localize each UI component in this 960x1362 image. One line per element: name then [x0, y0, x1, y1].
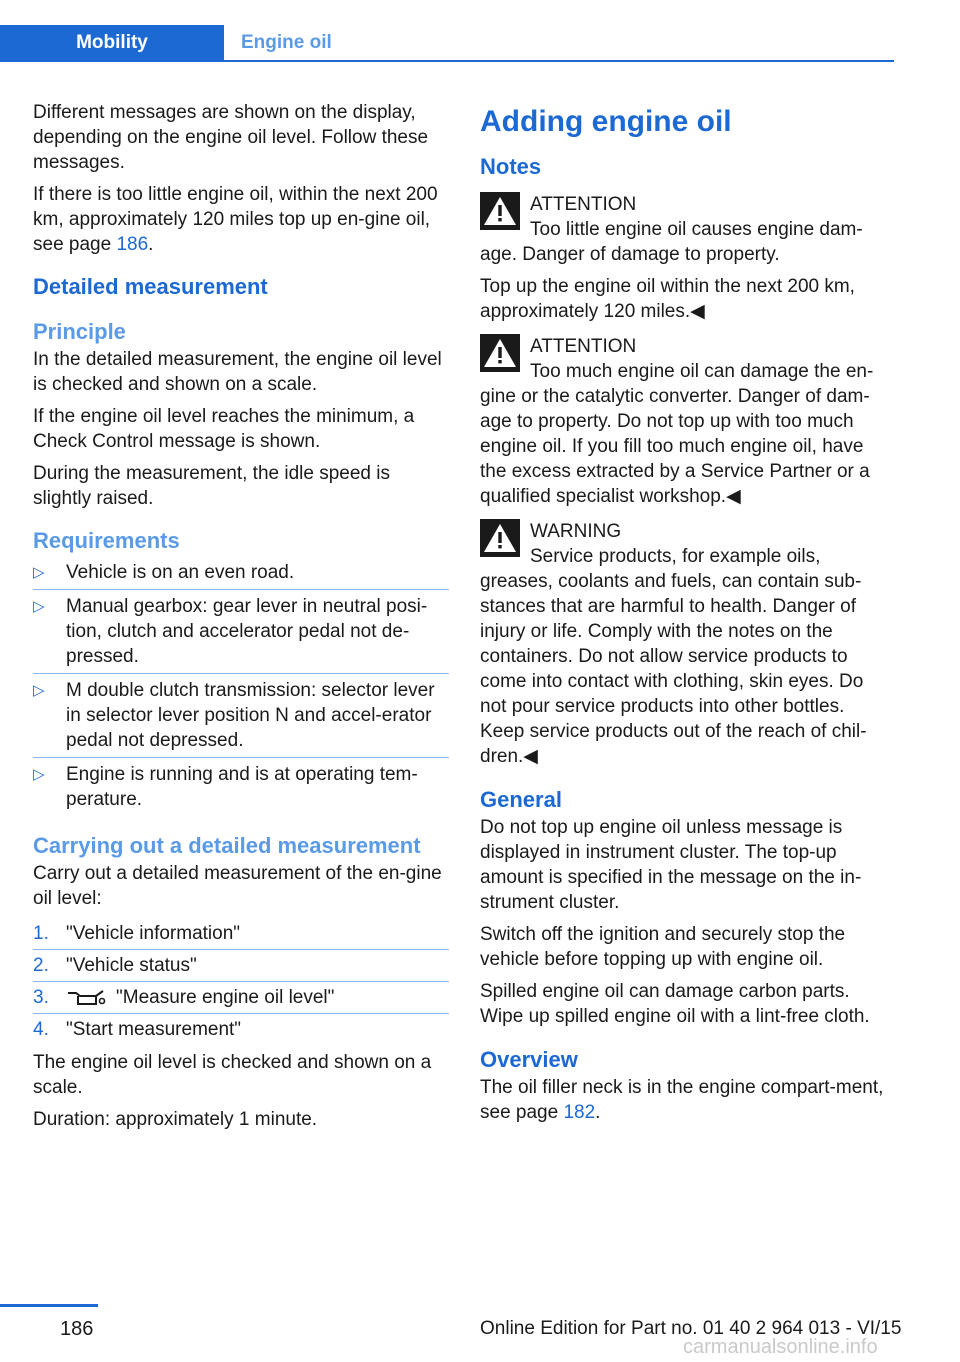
overview-text: The oil filler neck is in the engine compart‐ment, see page: [480, 1077, 884, 1123]
warning-title: WARNING: [530, 521, 622, 542]
warning-title: ATTENTION: [530, 194, 637, 215]
page-link-186[interactable]: 186: [116, 234, 149, 255]
steps-list: [33, 918, 449, 1045]
step-number: 3.: [33, 987, 49, 1008]
principle-paragraph-3: During the measurement, the idle speed is slightly raised.: [33, 463, 390, 509]
too-little-end: .: [148, 234, 154, 255]
heading-requirements: Requirements: [33, 528, 180, 553]
watermark: carmanualsonline.info: [683, 1336, 878, 1358]
warning-text: age. Danger of damage to property.: [480, 244, 780, 265]
warning-first-line: Service products, for example oils,: [530, 546, 821, 567]
general-paragraph-3: Spilled engine oil can damage carbon parts. Wipe up spilled engine oil with a lint-free cloth.: [480, 981, 870, 1027]
too-little-text: If there is too little engine oil, within the next 200 km, approximately 120 miles top up en‐gine oil, see page: [33, 184, 438, 255]
general-paragraph-2: Switch off the ignition and securely stop the vehicle before topping up with engine oil.: [480, 924, 846, 970]
requirements-list: [33, 556, 449, 816]
step-number: 4.: [33, 1019, 49, 1040]
heading-notes: Notes: [480, 154, 542, 179]
step-number: 2.: [33, 955, 49, 976]
step-text: "Vehicle information": [66, 923, 241, 944]
step-item: [33, 918, 449, 950]
warning-title: ATTENTION: [530, 336, 637, 357]
attention-note-1: [480, 192, 894, 267]
heading-overview: Overview: [480, 1047, 578, 1072]
list-item: [33, 590, 449, 674]
principle-paragraph-1: In the detailed measurement, the engine oil level is checked and shown on a scale.: [33, 349, 442, 395]
step-item: [33, 982, 449, 1014]
overview-end: .: [595, 1102, 601, 1123]
attention-1-paragraph: Top up the engine oil within the next 200 km, approximately 120 miles.◀: [480, 276, 855, 322]
after-paragraph-2: Duration: approximately 1 minute.: [33, 1109, 318, 1130]
list-item: [33, 758, 449, 816]
overview-paragraph: [480, 1075, 894, 1125]
oil-can-icon: [66, 985, 106, 1007]
warning-first-line: Too little engine oil causes engine dam‐: [530, 219, 863, 240]
attention-note-2: [480, 334, 894, 509]
header-tab-engine-oil: Engine oil: [241, 32, 332, 53]
heading-detailed-measurement: Detailed measurement: [33, 274, 268, 299]
left-column: [33, 100, 449, 1139]
warning-triangle-icon: [480, 519, 520, 557]
intro-paragraph: Different messages are shown on the display, depending on the engine oil level. Follow these messages.: [33, 102, 429, 173]
step-item: [33, 1014, 449, 1045]
warning-text: greases, coolants and fuels, can contain sub‐stances that are harmful to health. Danger of injury or life. Comply with the notes on the containers. Do not allow service products to come into contact with clothing, skin eyes. Do not pour service products into other bottles. Keep service products out of the reach of chil‐dren.◀: [480, 571, 867, 767]
warning-text: gine or the catalytic converter. Danger of dam‐age to property. Do not top up with too much engine oil. If you fill too much engine oil, have the excess extracted by a Service Partner or a qualified specialist workshop.◀: [480, 386, 870, 507]
list-item-text: Manual gearbox: gear lever in neutral posi‐tion, clutch and accelerator pedal not de‐pressed.: [66, 596, 428, 667]
triangle-right-icon: ▷: [33, 598, 45, 615]
step-item: [33, 950, 449, 982]
triangle-right-icon: ▷: [33, 682, 45, 699]
heading-general: General: [480, 787, 562, 812]
step-text: "Start measurement": [66, 1019, 242, 1040]
header-rule: [0, 60, 894, 62]
warning-first-line: Too much engine oil can damage the en‐: [530, 361, 874, 382]
list-item-text: Engine is running and is at operating tem‐perature.: [66, 764, 418, 810]
footer-rule: [0, 1304, 98, 1307]
heading-adding-engine-oil: Adding engine oil: [480, 105, 732, 138]
step-text: "Measure engine oil level": [116, 987, 335, 1008]
heading-carrying-out: Carrying out a detailed measurement: [33, 833, 421, 858]
list-item: [33, 674, 449, 758]
step-number: 1.: [33, 923, 49, 944]
step-text: "Vehicle status": [66, 955, 197, 976]
online-edition-note: Online Edition for Part no. 01 40 2 964 013 - VI/15: [480, 1318, 902, 1339]
triangle-right-icon: ▷: [33, 766, 45, 783]
page-number: 186: [60, 1318, 94, 1340]
header-tab-mobility: Mobility: [0, 25, 224, 61]
list-item-text: Vehicle is on an even road.: [66, 562, 295, 583]
triangle-right-icon: ▷: [33, 564, 45, 581]
warning-triangle-icon: [480, 192, 520, 230]
after-paragraph-1: The engine oil level is checked and shown on a scale.: [33, 1052, 432, 1098]
general-paragraph-1: Do not top up engine oil unless message is displayed in instrument cluster. The top-up amount is specified in the message on the in‐strument cluster.: [480, 817, 862, 913]
warning-note-3: [480, 519, 894, 769]
right-column: [480, 100, 894, 1132]
principle-paragraph-2: If the engine oil level reaches the minimum, a Check Control message is shown.: [33, 406, 415, 452]
heading-principle: Principle: [33, 319, 126, 344]
list-item-text: M double clutch transmission: selector lever in selector lever position N and accel‐erator pedal not depressed.: [66, 680, 435, 751]
warning-triangle-icon: [480, 334, 520, 372]
list-item: [33, 556, 449, 590]
carrying-paragraph: Carry out a detailed measurement of the en‐gine oil level:: [33, 863, 442, 909]
too-little-paragraph: [33, 182, 449, 257]
page-link-182[interactable]: 182: [563, 1102, 596, 1123]
